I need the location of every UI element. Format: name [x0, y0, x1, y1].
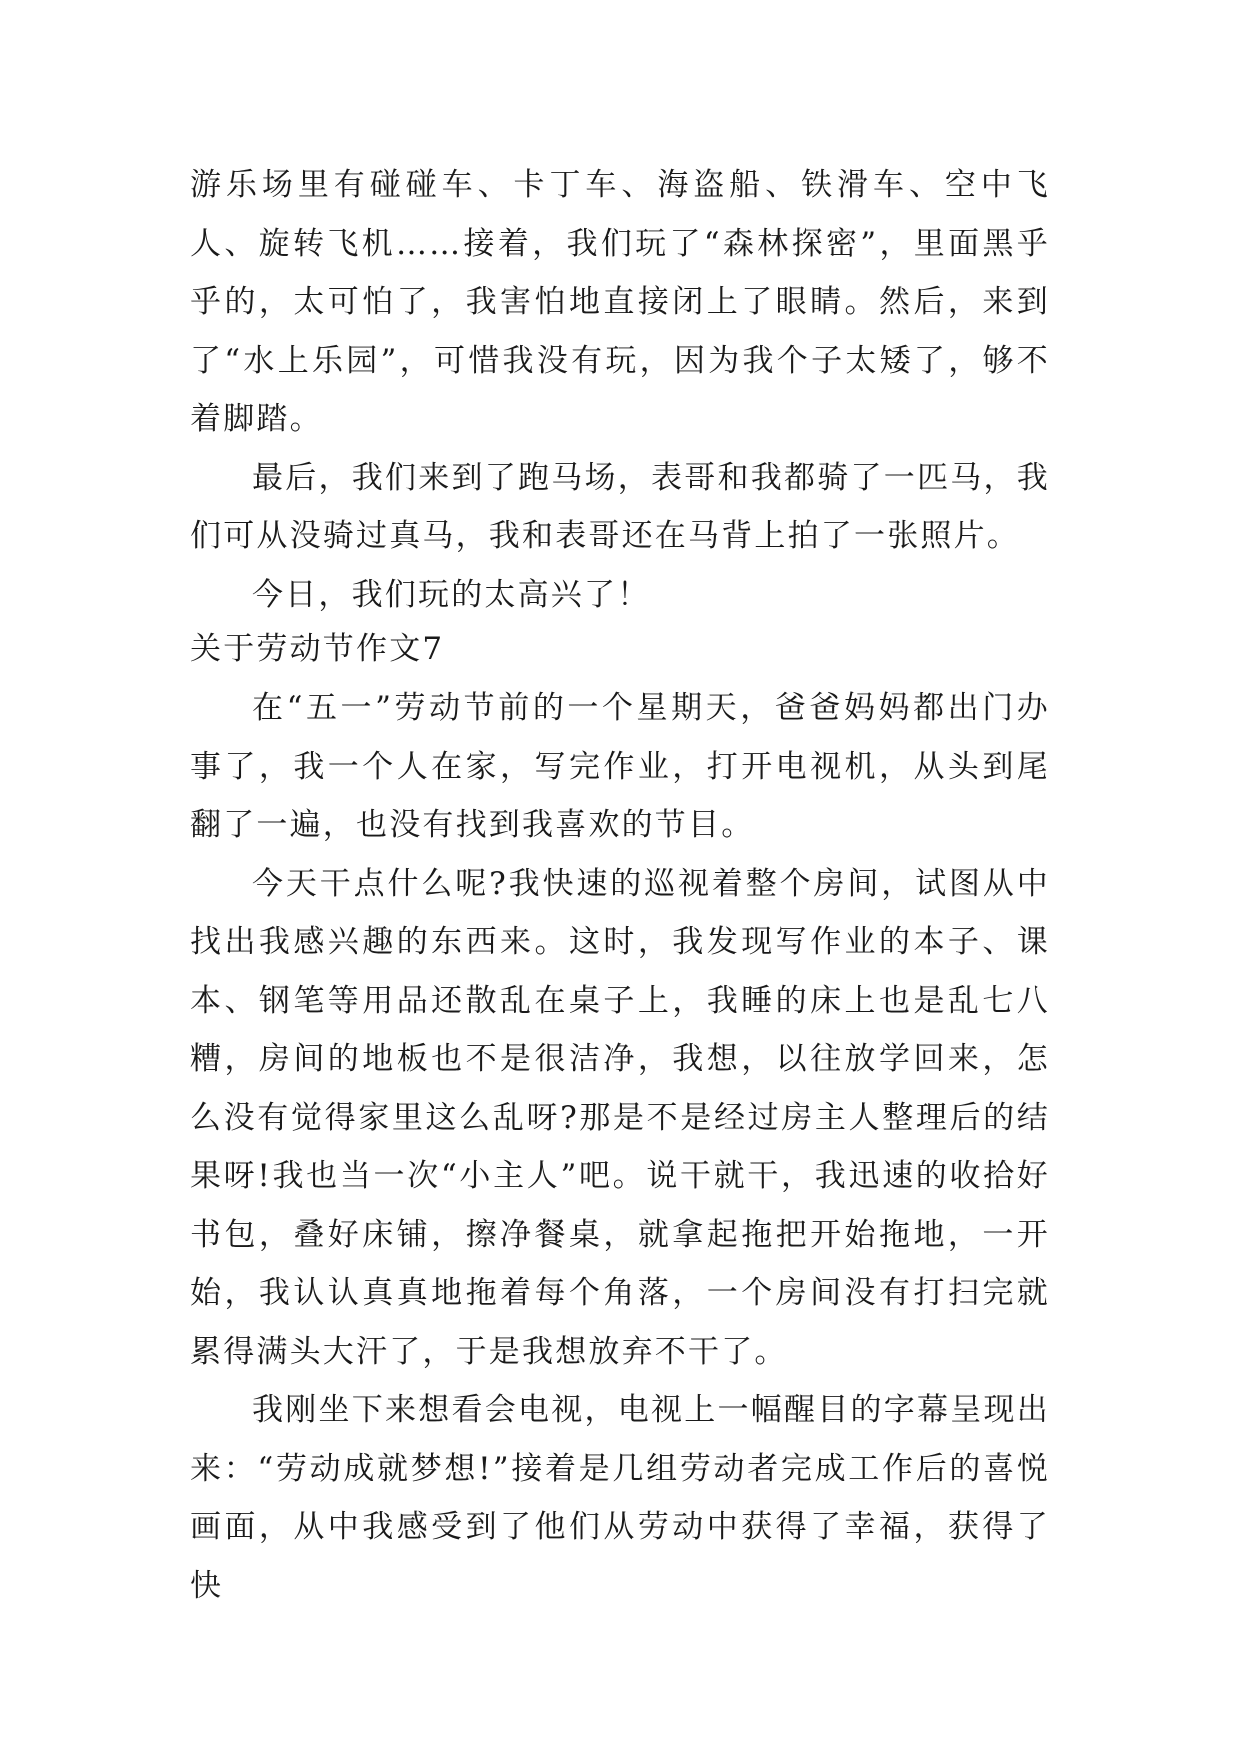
- continued-essay-text: [190, 156, 1050, 624]
- paragraph: 今天干点什么呢?我快速的巡视着整个房间，试图从中找出我感兴趣的东西来。这时，我发现写作业的本子、课本、钢笔等用品还散乱在桌子上，我睡的床上也是乱七八糟，房间的地板也不是很洁净，我想，以往放学回来，怎么没有觉得家里这么乱呀?那是不是经过房主人整理后的结果呀!我也当一次“小主人”吧。说干就干，我迅速的收拾好书包，叠好床铺，擦净餐桌，就拿起拖把开始拖地，一开始，我认认真真地拖着每个角落，一个房间没有打扫完就累得满头大汗了，于是我想放弃不干了。: [190, 865, 1050, 1370]
- essay-body: [190, 679, 1050, 1615]
- paragraph: 游乐场里有碰碰车、卡丁车、海盗船、铁滑车、空中飞人、旋转飞机……接着，我们玩了“森林探密”，里面黑乎乎的，太可怕了，我害怕地直接闭上了眼睛。然后，来到了“水上乐园”，可惜我没有玩，因为我个子太矮了，够不着脚踏。: [190, 167, 1050, 437]
- paragraph: 最后，我们来到了跑马场，表哥和我都骑了一匹马，我们可从没骑过真马，我和表哥还在马背上拍了一张照片。: [190, 459, 1050, 554]
- paragraph: 在“五一”劳动节前的一个星期天，爸爸妈妈都出门办事了，我一个人在家，写完作业，打开电视机，从头到尾翻了一遍，也没有找到我喜欢的节目。: [190, 690, 1050, 843]
- section-title: 关于劳动节作文7: [190, 631, 445, 667]
- paragraph: 今日，我们玩的太高兴了！: [252, 576, 651, 613]
- paragraph: 我刚坐下来想看会电视，电视上一幅醒目的字幕呈现出来：“劳动成就梦想!”接着是几组劳动者完成工作后的喜悦画面，从中我感受到了他们从劳动中获得了幸福，获得了快: [190, 1392, 1050, 1604]
